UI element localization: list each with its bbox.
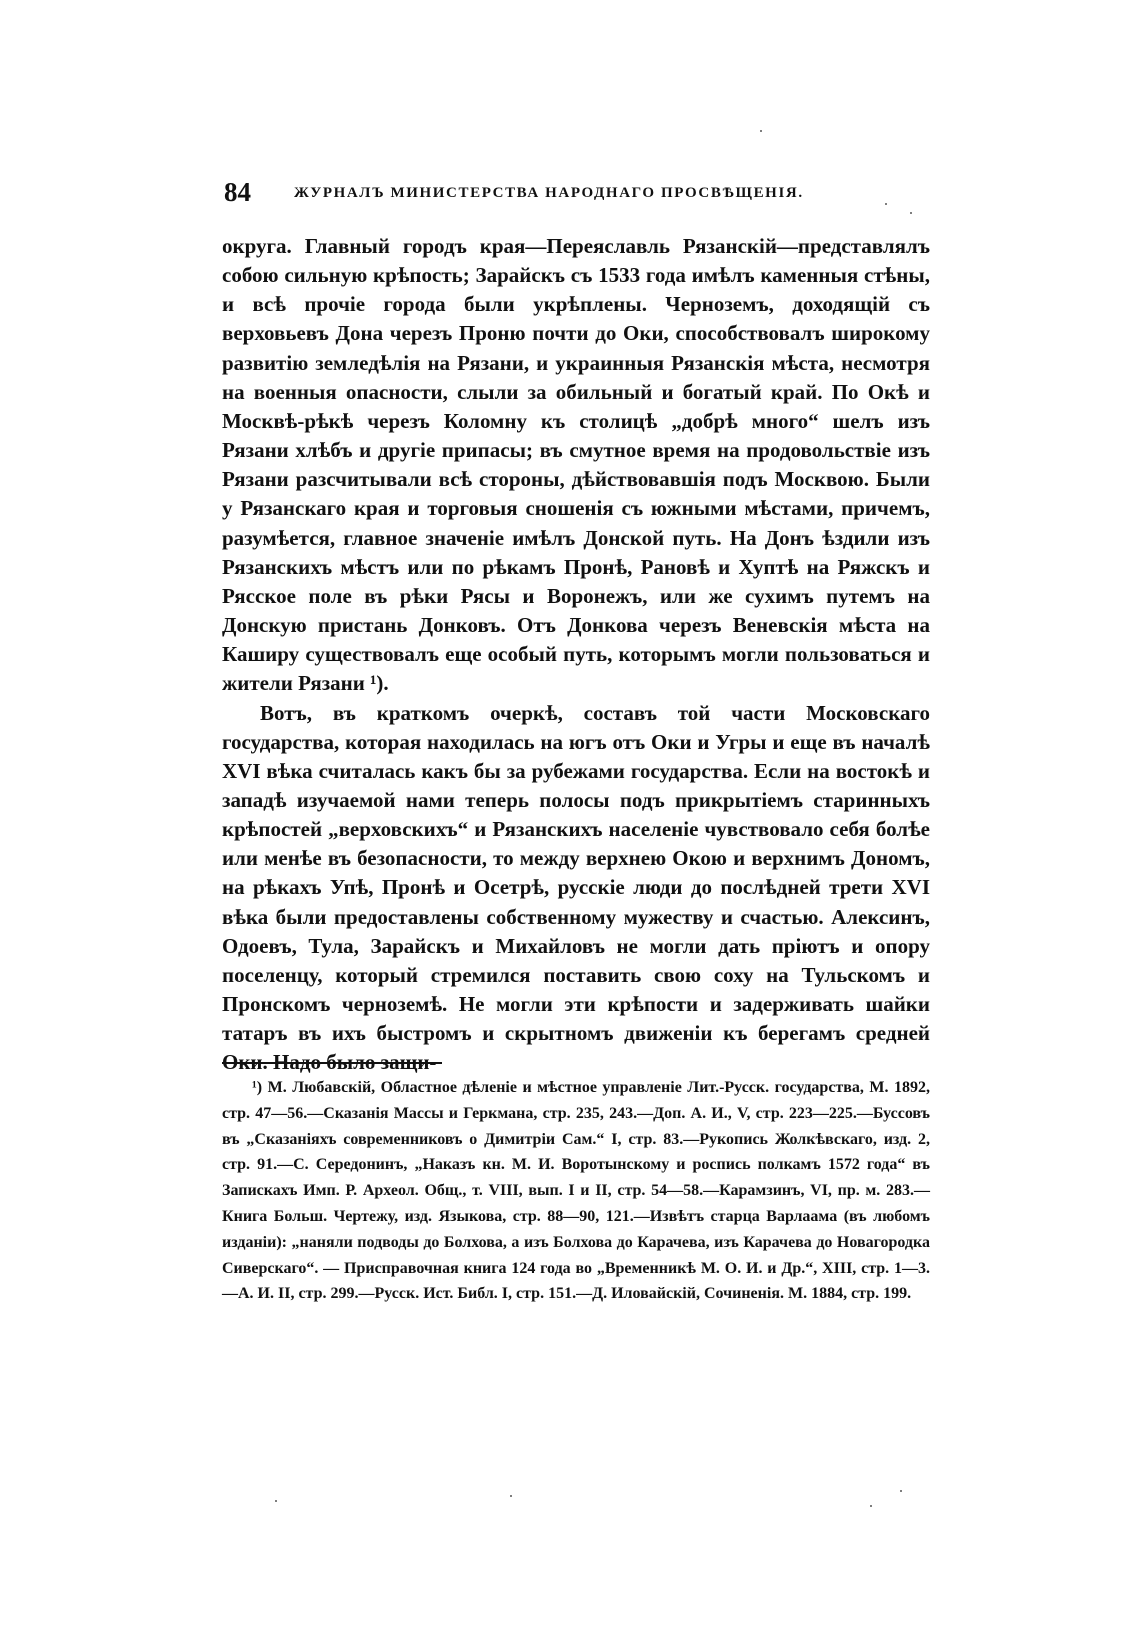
scan-speck xyxy=(900,1490,902,1492)
scan-speck xyxy=(885,203,887,205)
main-text xyxy=(222,232,930,1078)
scan-speck xyxy=(510,1495,512,1497)
scan-speck xyxy=(760,130,762,132)
paragraph: округа. Главный городъ края—Переяславль Рязанскій—представлялъ собою сильную крѣпость; Зарайскъ съ 1533 года имѣлъ каменныя стѣны, и всѣ прочіе города были укрѣплены. Черноземъ, доходящій съ верховьевъ Дона черезъ Проню почти до Оки, способствовалъ широкому развитію земледѣлія на Рязани, и украинныя Рязанскія мѣста, несмотря на военныя опасности, слыли за обильный и богатый край. По Окѣ и Москвѣ-рѣкѣ черезъ Коломну къ столицѣ „добрѣ много“ шелъ изъ Рязани хлѣбъ и другіе припасы; въ смутное время на продовольствіе изъ Рязани разсчитывали всѣ стороны, дѣйствовавшія подъ Москвою. Были у Рязанскаго края и торговыя сношенія съ южными мѣстами, причемъ, разумѣется, главное значеніе имѣлъ Донской путь. На Донъ ѣздили изъ Рязанскихъ мѣстъ или по рѣкамъ Пронѣ, Рановѣ и Хуптѣ на Ряжскъ и Рясское поле въ рѣки Рясы и Воронежъ, или же сухимъ путемъ на Донскую пристань Донковъ. Отъ Донкова черезъ Веневскія мѣста на Каширу существовалъ еще особый путь, которымъ могли пользоваться и жители Рязани ¹). xyxy=(222,234,930,696)
scan-speck xyxy=(275,1500,277,1502)
running-title: ЖУРНАЛЪ МИНИСТЕРСТВА НАРОДНАГО ПРОСВѢЩЕНІЯ. xyxy=(294,185,804,201)
scan-speck xyxy=(870,1505,872,1507)
paragraph: Вотъ, въ краткомъ очеркѣ, составъ той части Московскаго государства, которая находилась на югъ отъ Оки и Угры и еще въ началѣ XVI вѣка считалась какъ бы за рубежами государства. Если на востокѣ и западѣ изучаемой нами теперь полосы подъ прикрытіемъ старинныхъ крѣпостей „верховскихъ“ и Рязанскихъ населеніе чувствовало себя болѣе или менѣе въ безопасности, то между верхнею Окою и верхнимъ Дономъ, на рѣкахъ Упѣ, Пронѣ и Осетрѣ, русскіе люди до послѣдней трети XVI вѣка были предоставлены собственному мужеству и счастью. Алексинъ, Одоевъ, Тула, Зарайскъ и Михайловъ не могли дать пріютъ и опору поселенцу, который стремился поставить свою соху на Тульскомъ и Пронскомъ черноземѣ. Не могли эти крѣпости и задерживать шайки татаръ въ ихъ быстромъ и скрытномъ движеніи къ берегамъ средней Оки. Надо было защи- xyxy=(222,700,930,1075)
footnote: ¹) М. Любавскій, Областное дѣленіе и мѣстное управленіе Лит.-Русск. государства, М. 1892, стр. 47—56.—Сказанія Массы и Геркмана, стр. 235, 243.—Доп. А. И., V, стр. 223—225.—Буссовъ въ „Сказаніяхъ современниковъ о Димитріи Сам.“ I, стр. 83.—Рукопись Жолкѣвскаго, изд. 2, стр. 91.—С. Середонинъ, „Наказъ кн. М. И. Воротынскому и роспись полкамъ 1572 года“ въ Запискахъ Имп. Р. Археол. Общ., т. VIII, вып. I и II, стр. 54—58.—Карамзинъ, VI, пр. м. 283.—Книга Больш. Чертежу, изд. Языкова, стр. 88—90, 121.—Извѣтъ старца Варлаама (въ любомъ изданіи): „наняли подводы до Болхова, а изъ Болхова до Карачева, изъ Карачева до Новагородка Сиверскаго“. — Присправочная книга 124 года во „Временникѣ М. О. И. и Др.“, XIII, стр. 1—3.—А. И. II, стр. 299.—Русск. Ист. Библ. I, стр. 151.—Д. Иловайскій, Сочиненія. М. 1884, стр. 199. xyxy=(222,1079,930,1303)
footnote-divider xyxy=(222,1062,442,1064)
scan-speck xyxy=(910,212,912,214)
page-header xyxy=(224,177,924,217)
page-number: 84 xyxy=(224,177,251,207)
